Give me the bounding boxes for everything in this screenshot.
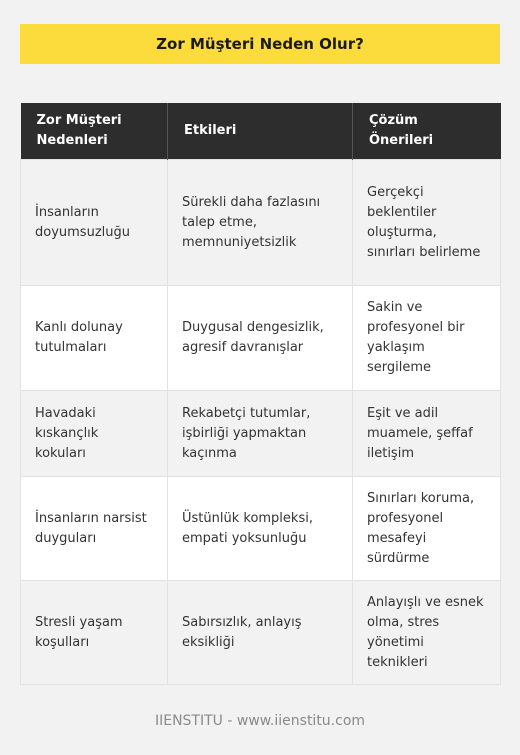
table-row — [21, 160, 501, 286]
causes-table-container — [20, 103, 500, 685]
page-title: Zor Müşteri Neden Olur? — [20, 24, 500, 64]
cell-effect: Rekabetçi tutumlar, işbirliği yapmaktan kaçınma — [168, 391, 353, 477]
cell-solution: Eşit ve adil muamele, şeffaf iletişim — [353, 391, 501, 477]
table-row — [21, 477, 501, 581]
table-row — [21, 581, 501, 685]
table-row — [21, 391, 501, 477]
cell-effect: Duygusal dengesizlik, agresif davranışlar — [168, 286, 353, 391]
causes-table — [20, 103, 501, 685]
cell-effect: Üstünlük kompleksi, empati yoksunluğu — [168, 477, 353, 581]
cell-solution: Sınırları koruma, profesyonel mesafeyi sürdürme — [353, 477, 501, 581]
header-effects: Etkileri — [168, 103, 353, 160]
header-solutions: Çözüm Önerileri — [353, 103, 501, 160]
cell-solution: Anlayışlı ve esnek olma, stres yönetimi teknikleri — [353, 581, 501, 685]
cell-effect: Sürekli daha fazlasını talep etme, memnuniyetsizlik — [168, 160, 353, 286]
cell-solution: Gerçekçi beklentiler oluşturma, sınırları belirleme — [353, 160, 501, 286]
footer-credit: IIENSTITU - www.iienstitu.com — [154, 713, 366, 729]
cell-cause: Stresli yaşam koşulları — [21, 581, 168, 685]
table-row — [21, 286, 501, 391]
cell-cause: İnsanların narsist duyguları — [21, 477, 168, 581]
cell-solution: Sakin ve profesyonel bir yaklaşım sergileme — [353, 286, 501, 391]
cell-cause: İnsanların doyumsuzluğu — [21, 160, 168, 286]
cell-cause: Kanlı dolunay tutulmaları — [21, 286, 168, 391]
cell-effect: Sabırsızlık, anlayış eksikliği — [168, 581, 353, 685]
header-causes: Zor Müşteri Nedenleri — [21, 103, 168, 160]
cell-cause: Havadaki kıskançlık kokuları — [21, 391, 168, 477]
table-header-row — [21, 103, 501, 160]
